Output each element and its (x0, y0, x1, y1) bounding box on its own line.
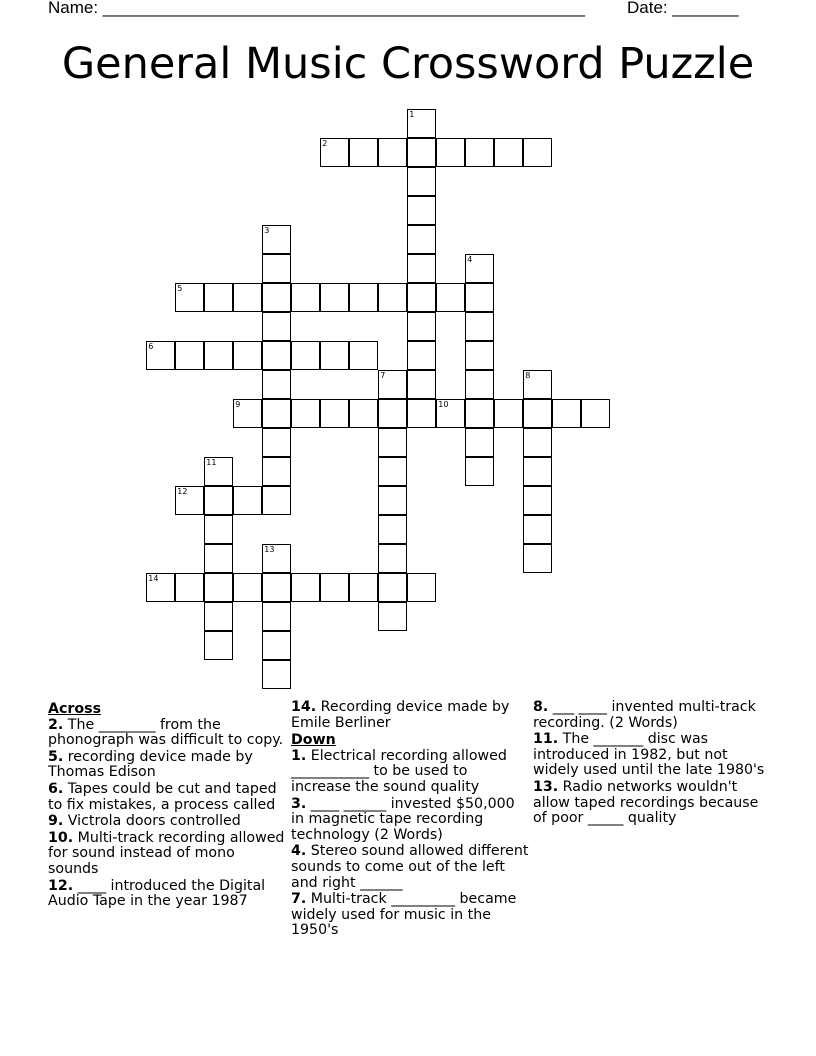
clue-down-4 (291, 844, 529, 891)
clue-number: 13. (533, 778, 559, 795)
grid-cell[interactable] (378, 602, 407, 631)
clue-down-13 (533, 780, 773, 827)
grid-cell[interactable] (523, 544, 552, 573)
grid-cell[interactable] (204, 457, 233, 486)
grid-cell[interactable] (233, 486, 262, 515)
clue-number: 9. (48, 813, 64, 830)
clue-text: Recording device made by Emile Berliner (291, 699, 510, 731)
clue-down-1 (291, 749, 529, 796)
grid-cell[interactable] (146, 573, 175, 602)
grid-cell[interactable] (175, 341, 204, 370)
grid-cell[interactable] (320, 573, 349, 602)
grid-cell[interactable] (581, 399, 610, 428)
clue-across-14 (291, 700, 529, 731)
grid-cell[interactable] (378, 573, 407, 602)
grid-cell[interactable] (262, 486, 291, 515)
grid-cell[interactable] (349, 283, 378, 312)
clue-number: 12. (48, 877, 74, 894)
grid-cell[interactable] (320, 399, 349, 428)
grid-cell[interactable] (378, 457, 407, 486)
cell-number: 3 (264, 226, 270, 236)
clue-number: 8. (533, 699, 549, 715)
cell-number: 2 (322, 139, 328, 149)
grid-cell[interactable] (378, 283, 407, 312)
down-heading: Down (291, 732, 336, 749)
clue-text: Victrola doors controlled (67, 813, 241, 830)
grid-cell[interactable] (233, 573, 262, 602)
grid-cell[interactable] (523, 428, 552, 457)
grid-cell[interactable] (523, 515, 552, 544)
grid-cell[interactable] (146, 341, 175, 370)
grid-cell[interactable] (436, 138, 465, 167)
grid-cell[interactable] (262, 312, 291, 341)
clues-column-1 (48, 700, 286, 911)
grid-cell[interactable] (436, 399, 465, 428)
cell-number: 1 (409, 110, 415, 120)
clue-across-6 (48, 782, 286, 813)
clue-text: Multi-track _________ became widely used for music in the 1950's (291, 891, 517, 939)
grid-cell[interactable] (291, 341, 320, 370)
grid-cell[interactable] (407, 138, 436, 167)
date-field[interactable]: Date: _______ (627, 0, 739, 17)
grid-cell[interactable] (349, 399, 378, 428)
grid-cell[interactable] (175, 486, 204, 515)
grid-cell[interactable] (291, 399, 320, 428)
grid-cell[interactable] (204, 602, 233, 631)
grid-cell[interactable] (465, 428, 494, 457)
clue-across-10 (48, 831, 286, 878)
clue-number: 7. (291, 891, 307, 908)
grid-cell[interactable] (523, 138, 552, 167)
grid-cell[interactable] (378, 370, 407, 399)
grid-cell[interactable] (204, 283, 233, 312)
clue-text: ____ ______ invested $50,000 in magnetic tape recording technology (2 Words) (291, 795, 515, 843)
clue-text: Stereo sound allowed different sounds to come out of the left and right ______ (291, 843, 529, 891)
grid-cell[interactable] (320, 283, 349, 312)
grid-cell[interactable] (407, 254, 436, 283)
clue-down-11 (533, 732, 773, 779)
clue-text: The _______ disc was introduced in 1982, but not widely used until the late 1980's (533, 731, 765, 779)
grid-cell[interactable] (204, 631, 233, 660)
clue-text: Tapes could be cut and taped to fix mistakes, a process called (48, 780, 277, 813)
clue-number: 14. (291, 699, 317, 715)
grid-cell[interactable] (465, 399, 494, 428)
clue-down-3 (291, 797, 529, 844)
grid-cell[interactable] (465, 341, 494, 370)
grid-cell[interactable] (233, 399, 262, 428)
grid-cell[interactable] (523, 457, 552, 486)
grid-cell[interactable] (523, 370, 552, 399)
clue-number: 11. (533, 731, 559, 748)
grid-cell[interactable] (523, 486, 552, 515)
grid-cell[interactable] (262, 399, 291, 428)
cell-number: 10 (438, 400, 449, 410)
grid-cell[interactable] (262, 602, 291, 631)
grid-cell[interactable] (378, 486, 407, 515)
cell-number: 5 (177, 284, 183, 294)
grid-cell[interactable] (378, 399, 407, 428)
grid-cell[interactable] (320, 341, 349, 370)
grid-cell[interactable] (320, 138, 349, 167)
cell-number: 9 (235, 400, 241, 410)
cell-number: 6 (148, 342, 154, 352)
grid-cell[interactable] (262, 283, 291, 312)
grid-cell[interactable] (465, 370, 494, 399)
clue-text: Radio networks wouldn't allow taped recordings because of poor _____ quality (533, 778, 759, 827)
clue-across-5 (48, 750, 286, 781)
clue-number: 10. (48, 829, 74, 846)
clues-column-3 (533, 700, 773, 828)
clue-down-7 (291, 892, 529, 939)
grid-cell[interactable] (465, 457, 494, 486)
grid-cell[interactable] (407, 399, 436, 428)
grid-cell[interactable] (262, 341, 291, 370)
clue-across-12 (48, 879, 286, 910)
grid-cell[interactable] (262, 631, 291, 660)
cell-number: 14 (148, 574, 159, 584)
grid-cell[interactable] (523, 399, 552, 428)
clue-text: The ________ from the phonograph was difficult to copy. (48, 716, 284, 749)
grid-cell[interactable] (262, 457, 291, 486)
grid-cell[interactable] (233, 341, 262, 370)
grid-cell[interactable] (436, 283, 465, 312)
grid-cell[interactable] (175, 573, 204, 602)
grid-cell[interactable] (262, 544, 291, 573)
clue-number: 2. (48, 716, 64, 733)
cell-number: 7 (380, 371, 386, 381)
grid-cell[interactable] (291, 283, 320, 312)
grid-cell[interactable] (465, 254, 494, 283)
clue-number: 4. (291, 843, 307, 860)
grid-cell[interactable] (204, 544, 233, 573)
clue-down-8 (533, 700, 773, 731)
clue-across-2 (48, 718, 286, 749)
grid-cell[interactable] (349, 573, 378, 602)
clue-across-9 (48, 814, 286, 830)
cell-number: 8 (525, 371, 531, 381)
clue-number: 1. (291, 747, 307, 764)
cell-number: 4 (467, 255, 473, 265)
grid-cell[interactable] (262, 225, 291, 254)
clue-number: 3. (291, 795, 307, 812)
grid-cell[interactable] (494, 138, 523, 167)
grid-cell[interactable] (407, 225, 436, 254)
clue-text: ____ introduced the Digital Audio Tape in the year 1987 (48, 877, 266, 910)
grid-cell[interactable] (407, 341, 436, 370)
grid-cell[interactable] (175, 283, 204, 312)
grid-cell[interactable] (378, 138, 407, 167)
clue-text: Multi-track recording allowed for sound instead of mono sounds (48, 829, 285, 877)
grid-cell[interactable] (378, 428, 407, 457)
grid-cell[interactable] (204, 486, 233, 515)
grid-cell[interactable] (262, 370, 291, 399)
cell-number: 11 (206, 458, 217, 468)
grid-cell[interactable] (349, 138, 378, 167)
cell-number: 12 (177, 487, 188, 497)
grid-cell[interactable] (291, 573, 320, 602)
clue-number: 5. (48, 748, 64, 765)
grid-cell[interactable] (349, 341, 378, 370)
grid-cell[interactable] (465, 312, 494, 341)
grid-cell[interactable] (233, 283, 262, 312)
clue-text: Electrical recording allowed ___________ to be used to increase the sound quality (291, 747, 507, 795)
grid-cell[interactable] (407, 196, 436, 225)
grid-cell[interactable] (407, 109, 436, 138)
grid-cell[interactable] (204, 573, 233, 602)
grid-cell[interactable] (407, 283, 436, 312)
grid-cell[interactable] (262, 573, 291, 602)
clue-text: recording device made by Thomas Edison (48, 748, 253, 781)
grid-cell[interactable] (407, 573, 436, 602)
name-field[interactable]: Name: ___________________________________________________ (48, 0, 585, 17)
grid-cell[interactable] (465, 138, 494, 167)
grid-cell[interactable] (378, 544, 407, 573)
grid-cell[interactable] (407, 312, 436, 341)
clues-column-2 (291, 700, 529, 940)
cell-number: 13 (264, 545, 275, 555)
grid-cell[interactable] (204, 341, 233, 370)
clue-number: 6. (48, 780, 64, 797)
grid-cell[interactable] (378, 515, 407, 544)
clue-text: ___ ____ invented multi-track recording. (2 Words) (533, 699, 756, 731)
grid-cell[interactable] (552, 399, 581, 428)
grid-cell[interactable] (494, 399, 523, 428)
page-title: General Music Crossword Puzzle (61, 39, 755, 89)
grid-cell[interactable] (407, 370, 436, 399)
grid-cell[interactable] (204, 515, 233, 544)
grid-cell[interactable] (465, 283, 494, 312)
grid-cell[interactable] (262, 428, 291, 457)
grid-cell[interactable] (407, 167, 436, 196)
grid-cell[interactable] (262, 254, 291, 283)
grid-cell[interactable] (262, 660, 291, 689)
across-heading: Across (48, 701, 102, 717)
